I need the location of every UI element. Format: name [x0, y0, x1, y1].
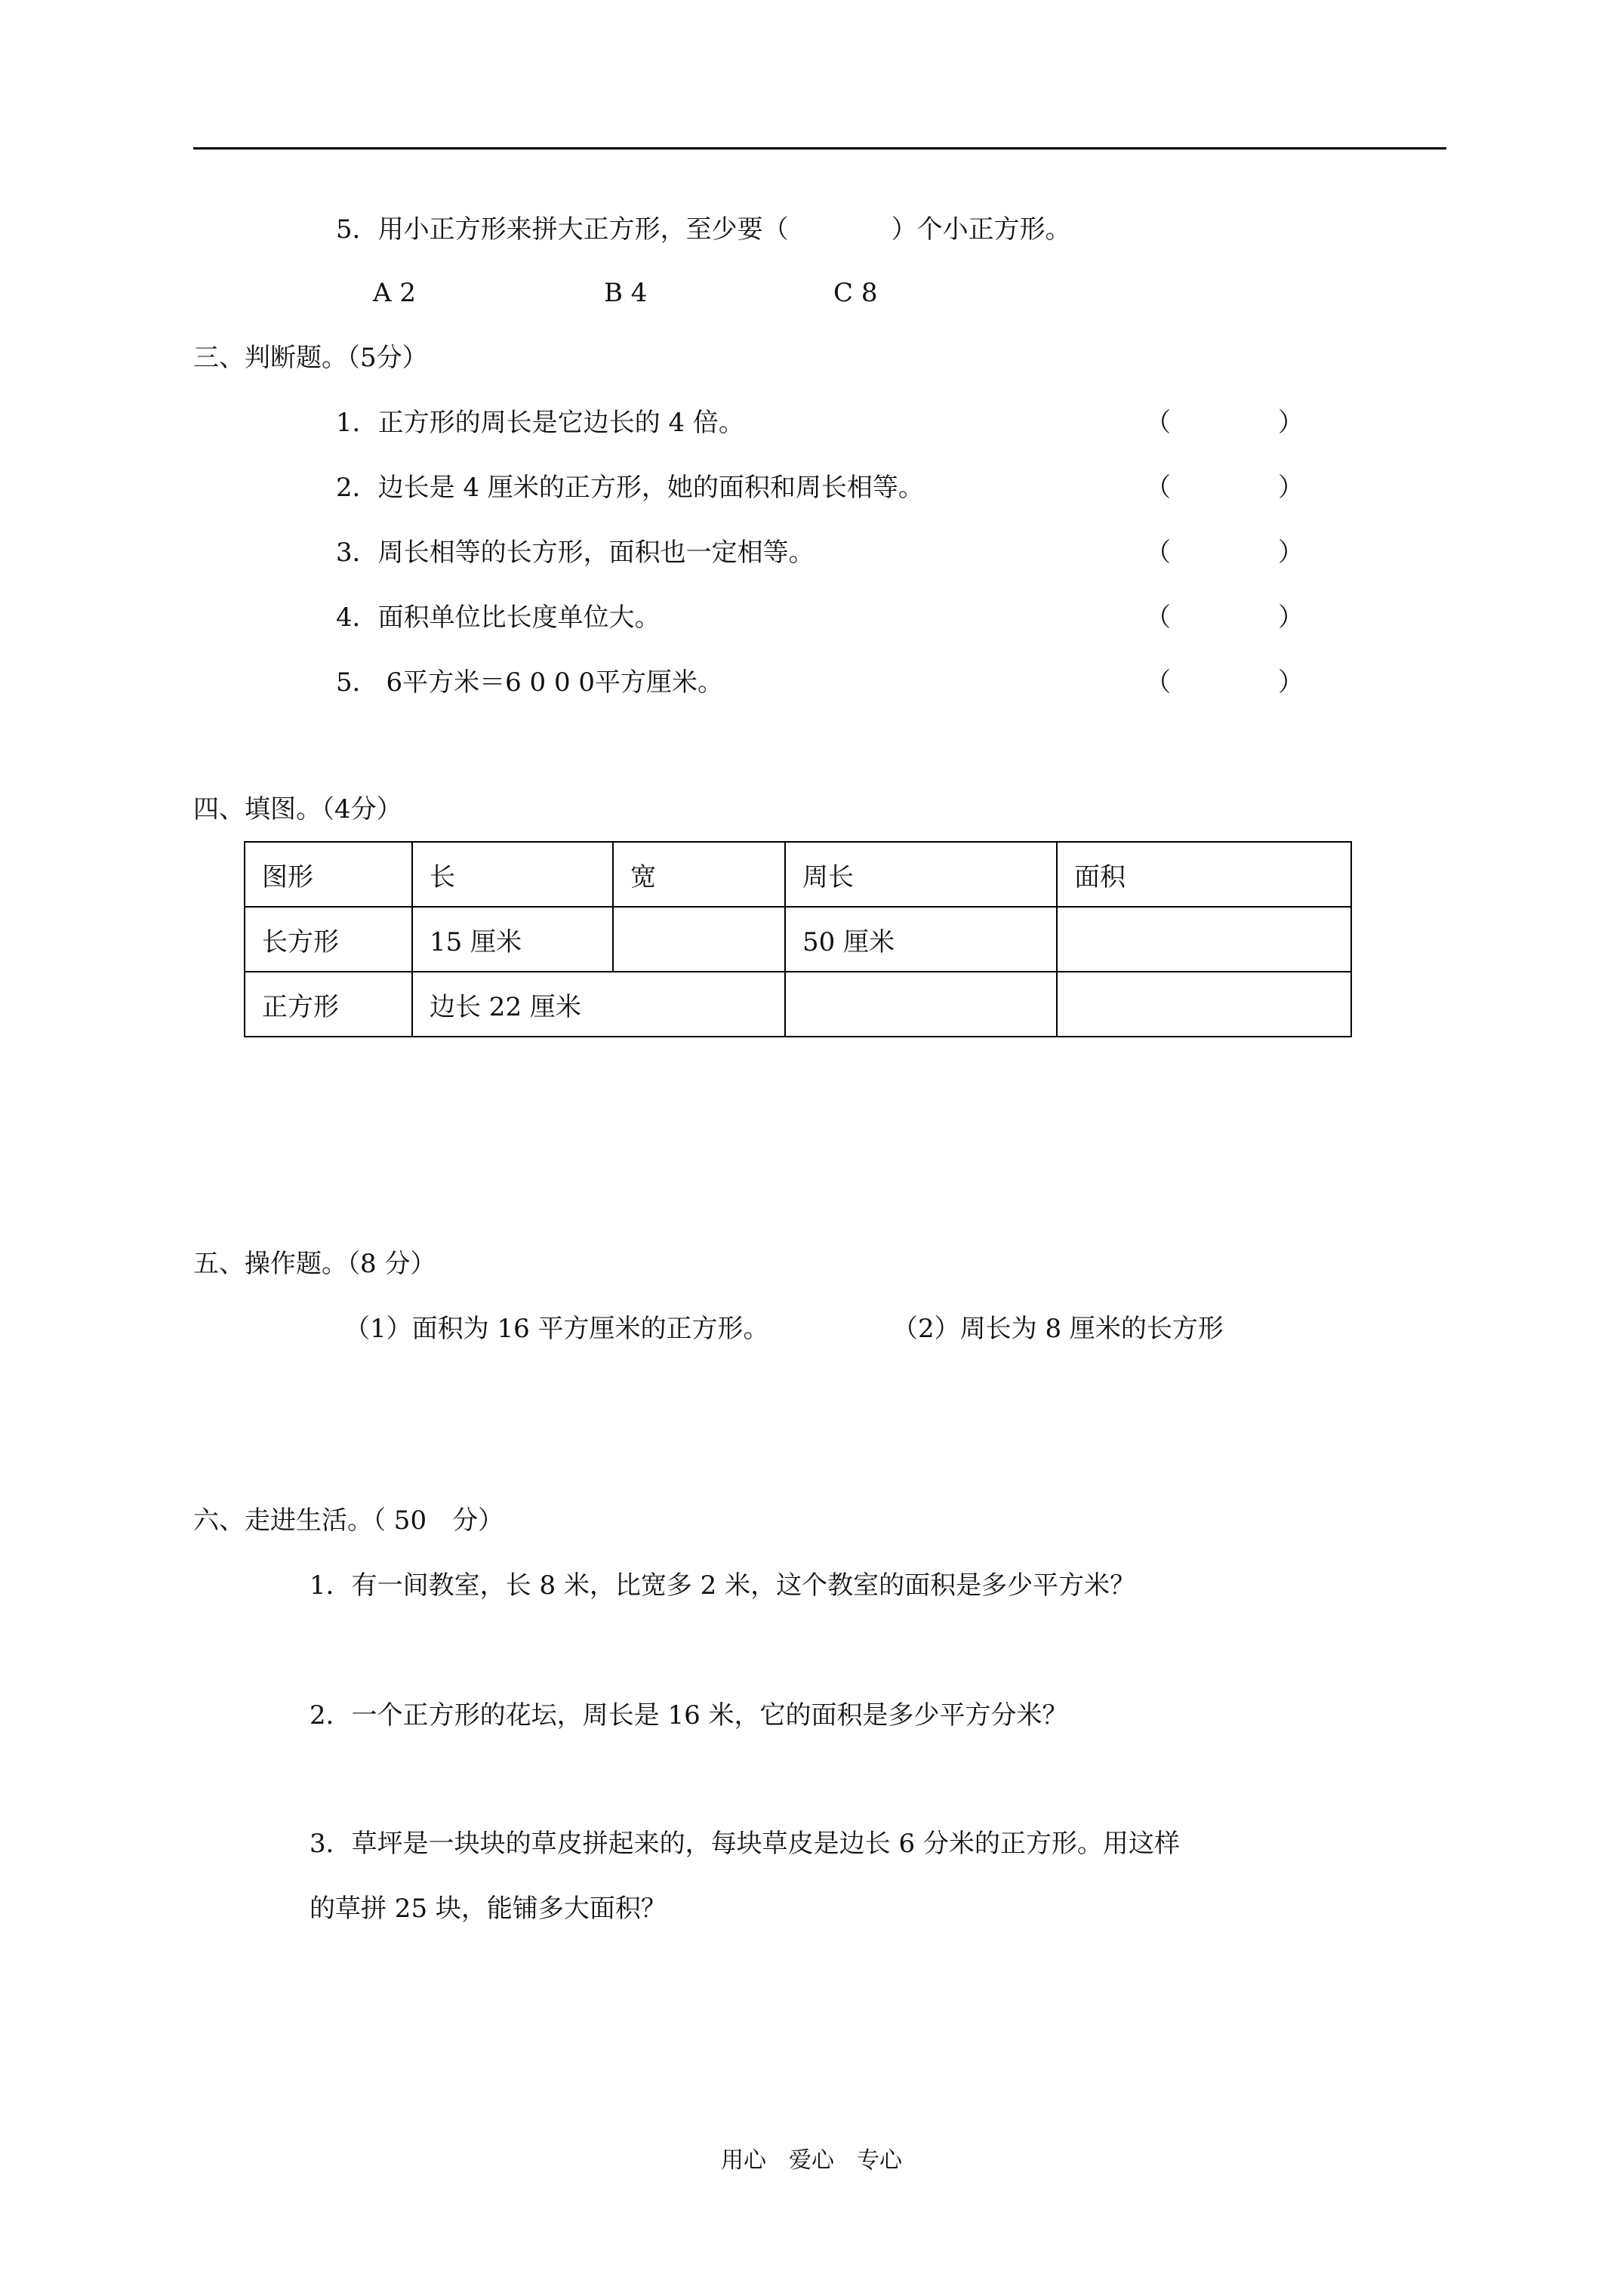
table-cell-blank[interactable] — [785, 972, 1057, 1037]
judge-item-text: 2．边长是 4 厘米的正方形，她的面积和周长相等。 — [336, 473, 924, 503]
table-cell-blank[interactable] — [1057, 972, 1351, 1037]
judge-item-text: 4．面积单位比长度单位大。 — [336, 603, 661, 633]
answer-paren-open: （ — [1145, 603, 1171, 633]
table-cell: 15 厘米 — [412, 907, 613, 972]
life-question-3-line2: 的草拼 25 块，能铺多大面积？ — [310, 1894, 667, 1924]
page-footer: 用心 爱心 专心 — [721, 2147, 902, 2174]
choice-question-5: 5．用小正方形来拼大正方形，至少要（ ）个小正方形。 — [336, 214, 1071, 245]
judge-item-3 — [336, 536, 1317, 569]
table-cell-blank[interactable] — [613, 907, 785, 972]
operation-task-1: （1）面积为 16 平方厘米的正方形。 — [344, 1314, 769, 1344]
answer-paren-open: （ — [1145, 667, 1171, 698]
header-rule — [193, 147, 1446, 149]
table-row — [245, 972, 1351, 1037]
answer-paren-close: ） — [1278, 473, 1304, 503]
section6-heading: 六、走进生活。（ 50 分） — [193, 1505, 504, 1536]
table-cell: 50 厘米 — [785, 907, 1057, 972]
table-header-cell: 面积 — [1057, 842, 1351, 907]
option-b: B 4 — [604, 278, 648, 308]
table-cell-blank[interactable] — [1057, 907, 1351, 972]
answer-paren-open: （ — [1145, 473, 1171, 503]
table-header-cell: 长 — [412, 842, 613, 907]
table-cell: 长方形 — [245, 907, 412, 972]
section3-heading: 三、判断题。（5分） — [193, 343, 428, 373]
table-header-cell: 图形 — [245, 842, 412, 907]
life-question-3-line1: 3．草坪是一块块的草皮拼起来的，每块草皮是边长 6 分米的正方形。用这样 — [310, 1829, 1180, 1859]
answer-paren-close: ） — [1278, 667, 1304, 698]
answer-paren-open: （ — [1145, 538, 1171, 568]
judge-item-2 — [336, 471, 1317, 504]
answer-paren-close: ） — [1278, 538, 1304, 568]
answer-paren-close: ） — [1278, 408, 1304, 438]
judge-item-4 — [336, 601, 1317, 634]
table-header-cell: 周长 — [785, 842, 1057, 907]
table-cell: 边长 22 厘米 — [412, 972, 785, 1037]
section4-heading: 四、填图。（4分） — [193, 794, 402, 824]
answer-paren-open: （ — [1145, 408, 1171, 438]
judge-item-5 — [336, 666, 1317, 699]
operation-task-2: （2）周长为 8 厘米的长方形 — [892, 1314, 1224, 1344]
table-row — [245, 907, 1351, 972]
table-header-cell: 宽 — [613, 842, 785, 907]
judge-item-text: 3．周长相等的长方形，面积也一定相等。 — [336, 538, 815, 568]
table-cell: 正方形 — [245, 972, 412, 1037]
table-header-row — [245, 842, 1351, 907]
judge-item-text: 1．正方形的周长是它边长的 4 倍。 — [336, 408, 744, 438]
life-question-1: 1．有一间教室，长 8 米，比宽多 2 米，这个教室的面积是多少平方米？ — [310, 1570, 1136, 1601]
judge-item-text: 5． 6平方米＝6 0 0 0平方厘米。 — [336, 667, 724, 698]
fill-table — [244, 841, 1352, 1037]
judge-item-1 — [336, 406, 1317, 439]
life-question-2: 2．一个正方形的花坛，周长是 16 米，它的面积是多少平方分米？ — [310, 1700, 1068, 1730]
answer-paren-close: ） — [1278, 603, 1304, 633]
option-c: C 8 — [833, 278, 878, 308]
option-a: A 2 — [373, 278, 416, 308]
section5-heading: 五、操作题。（8 分） — [193, 1249, 436, 1279]
